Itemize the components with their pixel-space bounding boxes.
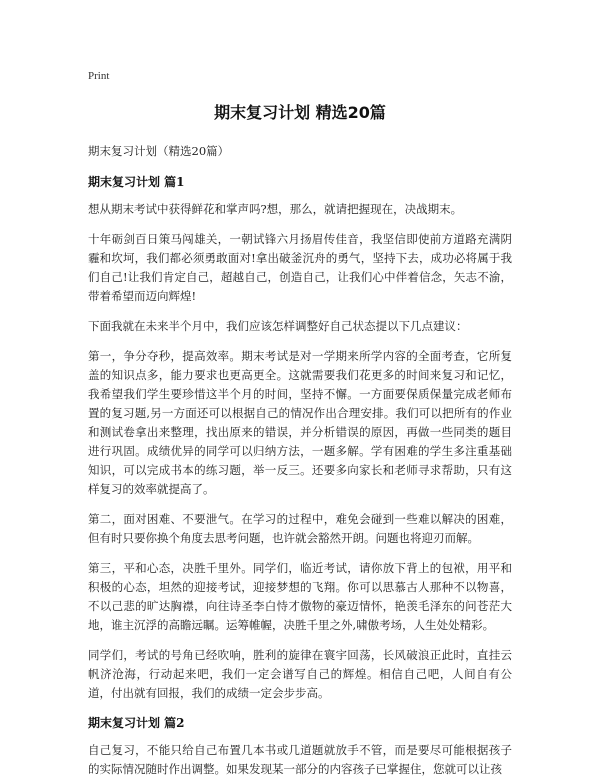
document-subtitle: 期末复习计划（精选20篇） [88, 144, 230, 158]
print-label[interactable]: Print [88, 70, 110, 82]
paragraph: 第三，平和心态，决胜千里外。同学们，临近考试，请你放下背上的包袱，用平和积极的心态，坦然的迎接考试，迎接梦想的飞翔。你可以思慕古人那种不以物喜，不以己悲的旷达胸襟，向往诗圣李白恃才傲物的豪迈情怀，艳羡毛泽东的问苍茫大地，谁主沉浮的高瞻远瞩。运筹帷幄，决胜千里之外,啸傲考场，人生处处精彩。 [88, 561, 512, 632]
section-heading-1: 期末复习计划 篇1 [88, 175, 185, 189]
paragraph: 自己复习，不能只给自己布置几本书或几道题就放手不管，而是要尽可能根据孩子的实际情况随时作出调整。如果发现某一部分的内容孩子已掌握住，您就可以让孩 [88, 743, 512, 776]
paragraph: 下面我就在未来半个月中，我们应该怎样调整好自己状态提以下几点建议： [88, 319, 468, 333]
paragraph: 同学们，考试的号角已经吹响，胜利的旋律在寰宇回荡，长风破浪正此时，直挂云帆济沧海，行动起来吧，我们一定会谱写自己的辉煌。相信自己吧，人间自有公道，付出就有回报，我们的成绩一定会步步高。 [88, 648, 512, 700]
section-heading-2: 期末复习计划 篇2 [88, 716, 185, 730]
paragraph: 第二，面对困难、不要泄气。在学习的过程中，难免会碰到一些难以解决的困难，但有时只要你换个角度去思考问题，也许就会豁然开朗。问题也将迎刃而解。 [88, 512, 512, 545]
paragraph: 第一，争分夺秒，提高效率。期末考试是对一学期来所学内容的全面考查，它所复盖的知识点多，能力要求也更高更全。这就需要我们花更多的时间来复习和记忆，我希望我们学生要珍惜这半个月的时间，坚持不懈。一方面要保质保量完成老师布置的复习题,另一方面还可以根据自己的情况作出合理安排。我们可以把所有的作业和测试卷拿出来整理，找出原来的错误，并分析错误的原因，再做一些同类的题目进行巩固。成绩优异的同学可以归纳方法，一题多解。学有困难的学生多注重基础知识，可以完成书本的练习题，举一反三。还要多向家长和老师寻求帮助，只有这样复习的效率就提高了。 [88, 349, 512, 496]
paragraph: 想从期末考试中获得鲜花和掌声吗?想，那么，就请把握现在，决战期末。 [88, 202, 463, 216]
document-title: 期末复习计划 精选20篇 [214, 103, 386, 122]
paragraph: 十年砺剑百日策马闯雄关，一朝试锋六月扬眉传佳音，我坚信即使前方道路充满阴霾和坎坷，我们都必须勇敢面对!拿出破釜沉舟的勇气，坚持下去，成功必将属于我们自己!让我们肯定自己，超越自己，创造自己，让我们心中伴着信念，矢志不渝，带着希望而迈向辉煌! [88, 232, 512, 303]
